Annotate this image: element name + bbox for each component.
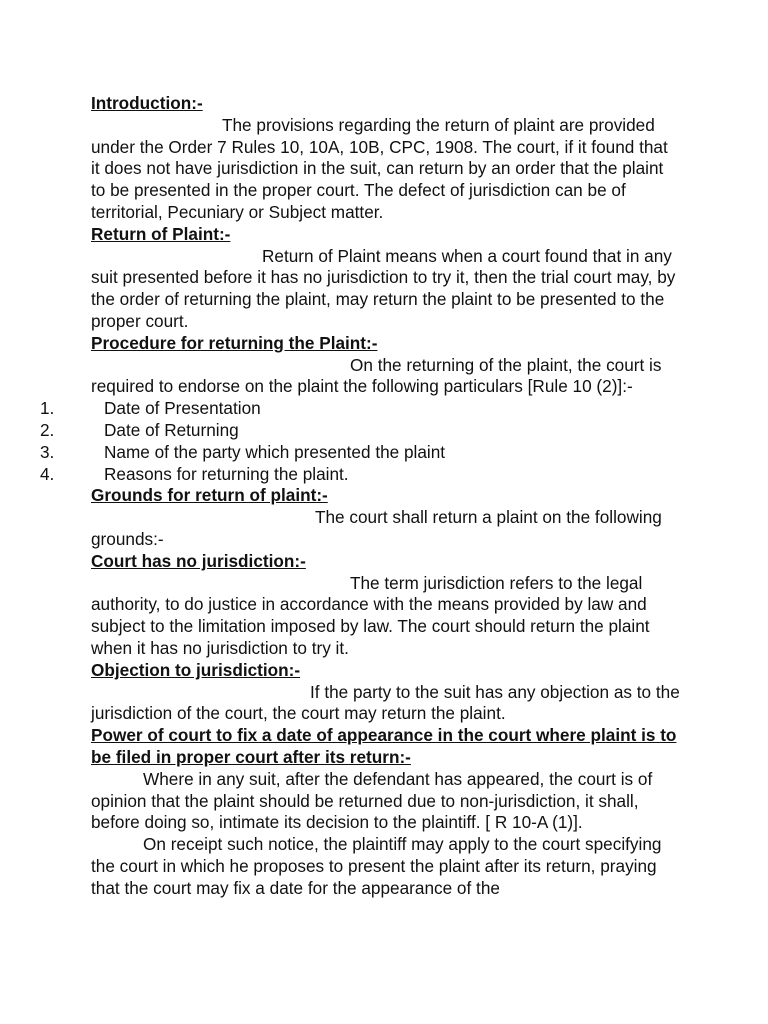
list-item: [0, 442, 681, 464]
no-jurisdiction-text: The term jurisdiction refers to the legal authority, to do justice in accordance with the means provided by law and subject to the limitation imposed by law. The court should return the plaint when it has no jurisdiction to try it.: [91, 572, 650, 658]
no-jurisdiction-heading: Court has no jurisdiction:-: [91, 550, 306, 571]
list-item: [0, 398, 681, 420]
introduction-text: The provisions regarding the return of plaint are provided under the Order 7 Rules 10, 10A, 10B, CPC, 1908. The court, if it found that it does not have jurisdiction in the suit, can return by an order that the plaint to be presented in the proper court. The defect of jurisdiction can be of territorial, Pecuniary or Subject matter.: [91, 114, 668, 222]
list-item-text: Date of Returning: [104, 419, 239, 440]
document-body: [40, 93, 681, 899]
list-item-number: 3.: [40, 441, 55, 462]
list-item: [0, 420, 681, 442]
grounds-heading: Grounds for return of plaint:-: [91, 485, 328, 506]
endorsement-list: [0, 398, 681, 485]
objection-heading: Objection to jurisdiction:-: [91, 659, 301, 680]
procedure-text: On the returning of the plaint, the court is required to endorse on the plaint the following particulars [Rule 10 (2)]:-: [91, 354, 662, 397]
introduction-heading: Introduction:-: [91, 93, 203, 113]
procedure-heading: Procedure for returning the Plaint:-: [91, 332, 378, 353]
objection-text: If the party to the suit has any objection as to the jurisdiction of the court, the court may return the plaint.: [91, 681, 680, 724]
list-item-number: 4.: [40, 463, 55, 484]
power-of-court-heading: Power of court to fix a date of appearance in the court where plaint is to be filed in proper court after its return:-: [91, 725, 677, 767]
list-item-number: 2.: [40, 419, 55, 440]
list-item-text: Date of Presentation: [104, 398, 261, 419]
return-of-plaint-text: Return of Plaint means when a court found that in any suit presented before it has no jurisdiction to try it, then the trial court may, by the order of returning the plaint, may return the plaint to be presented to the proper court.: [91, 245, 676, 331]
list-item: [0, 464, 681, 486]
return-of-plaint-heading: Return of Plaint:-: [91, 223, 231, 244]
power-of-court-para-2: On receipt such notice, the plaintiff may apply to the court specifying the court in which he proposes to present the plaint after its return, praying that the court may fix a date for the appearance of the: [91, 834, 662, 898]
list-item-text: Reasons for returning the plaint.: [104, 463, 349, 484]
list-item-number: 1.: [40, 398, 55, 419]
grounds-text: The court shall return a plaint on the following grounds:-: [91, 507, 662, 549]
list-item-text: Name of the party which presented the plaint: [104, 441, 446, 462]
power-of-court-para-1: Where in any suit, after the defendant has appeared, the court is of opinion that the plaint should be returned due to non-jurisdiction, it shall, before doing so, intimate its decision to the plaintiff. [ R 10-A (1)].: [91, 768, 653, 833]
